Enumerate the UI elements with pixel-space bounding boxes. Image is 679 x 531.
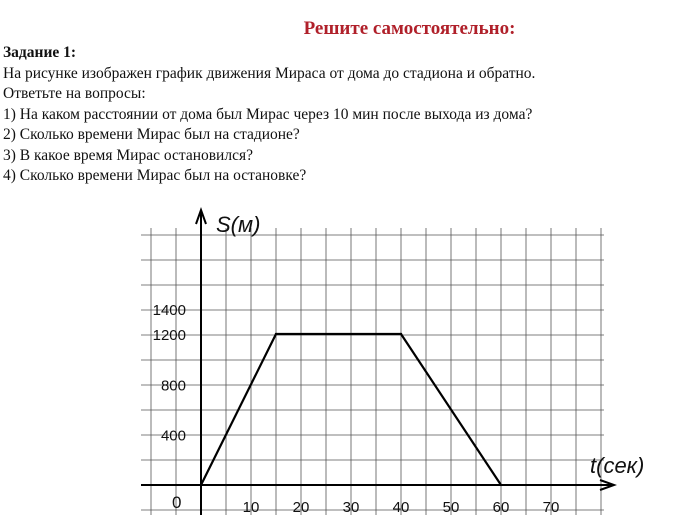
x-tick-label: 40 xyxy=(392,499,410,516)
series-point xyxy=(500,484,502,486)
question-3: 3) В какое время Мирас остановился? xyxy=(3,146,253,164)
y-axis-label: S(м) xyxy=(216,212,261,237)
question-2: 2) Сколько времени Мирас был на стадионе? xyxy=(3,126,300,143)
y-tick-label: 400 xyxy=(160,427,186,445)
y-tick-label: 1400 xyxy=(152,301,186,319)
y-tick-label: 800 xyxy=(160,377,186,395)
x-tick-label: 10 xyxy=(242,499,260,516)
series-point xyxy=(275,333,277,335)
task-prompt: Ответьте на вопросы: xyxy=(3,85,146,102)
task-title: Задание 1: xyxy=(3,44,77,61)
x-axis-label: t(сек) xyxy=(590,453,645,478)
series-point xyxy=(200,484,202,486)
x-tick-label: 20 xyxy=(292,499,310,516)
x-tick-label: 30 xyxy=(342,499,360,516)
y-tick-label: 1200 xyxy=(152,327,186,345)
x-tick-label: 70 xyxy=(542,499,560,516)
heading: Решите самостоятельно: xyxy=(303,18,516,39)
x-tick-label: 60 xyxy=(492,499,510,516)
question-1: 1) На каком расстоянии от дома был Мирас через 10 мин после выхода из дома? xyxy=(3,105,533,123)
origin-label: 0 xyxy=(172,493,182,512)
task-intro: На рисунке изображен график движения Мираса от дома до стадиона и обратно. xyxy=(3,64,536,82)
series-point xyxy=(400,333,402,335)
x-tick-label: 50 xyxy=(442,499,460,516)
question-4: 4) Сколько времени Мирас был на остановке? xyxy=(3,167,307,184)
